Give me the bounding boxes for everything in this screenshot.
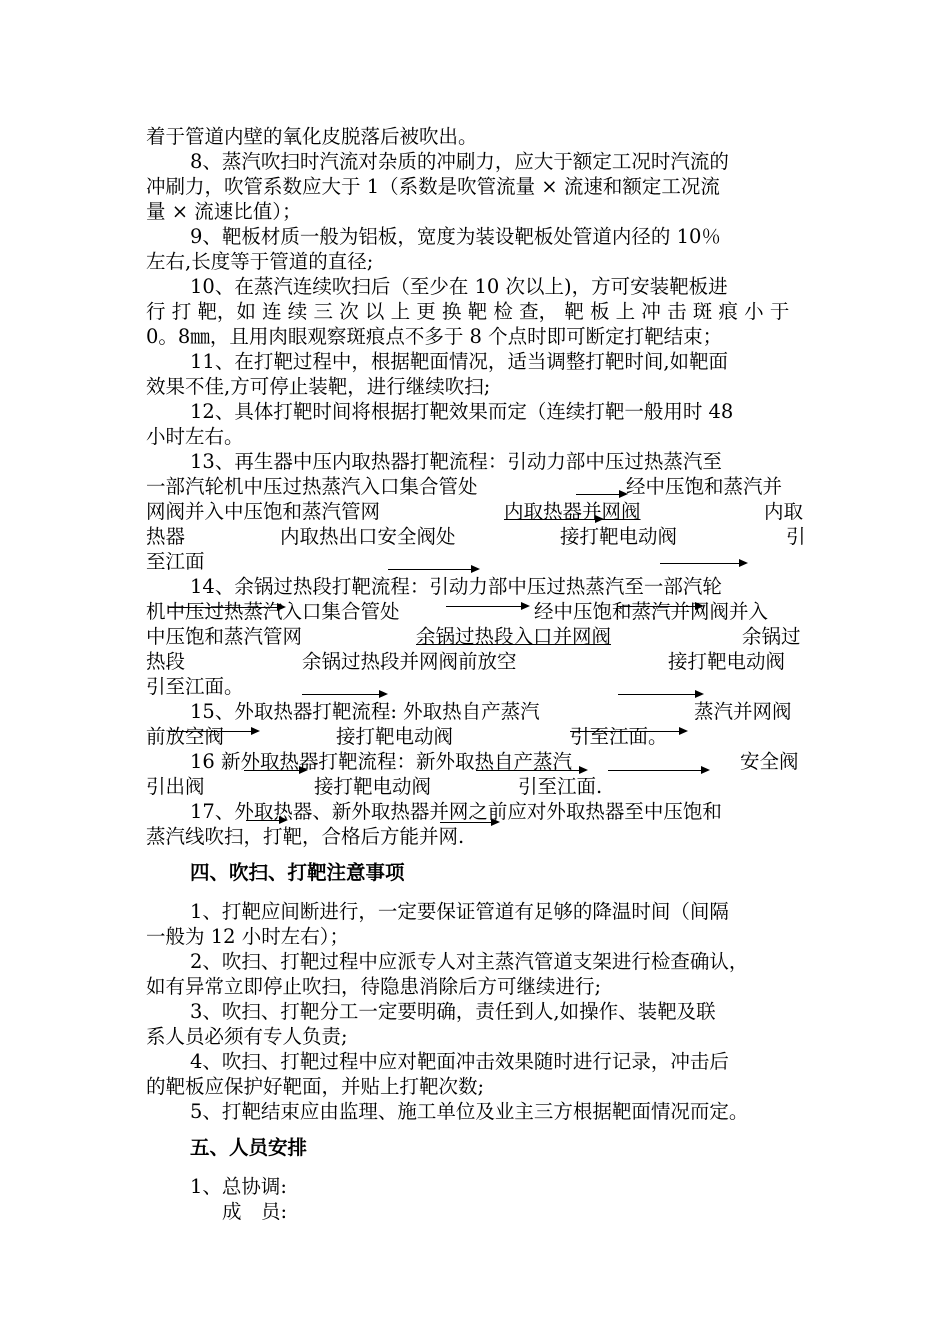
flow-step: 接打靶电动阀 [668,650,786,673]
flow-arrow-icon [302,694,386,695]
flow-step: 内取热出口安全阀处 [280,525,456,548]
flow-arrow-icon [168,607,284,608]
flow-arrow-icon [576,494,626,495]
flow-step: 机中压过热蒸汽入口集合管处 [146,600,400,623]
paragraph-line [190,699,806,724]
flow-step: 余锅过热段并网阀前放空 [302,650,517,673]
paragraph-line: 小时左右。 [146,425,244,448]
flow-step: 引至江面. [518,775,603,798]
paragraph-line: 蒸汽线吹扫，打靶，合格后方能并网. [146,825,465,848]
flow-step: 安全阀 [740,750,799,773]
paragraph-line: 成 员: [222,1200,288,1223]
paragraph-line: 14、余锅过热段打靶流程：引动力部中压过热蒸汽至一部汽轮 [190,575,722,598]
flow-arrow-icon [446,606,528,607]
flow-step: 经中压饱和蒸汽并网阀并入 [534,600,769,623]
paragraph-line [146,624,806,649]
flow-step: 余锅过热段入口并网阀 [416,625,612,648]
flow-step: 15、外取热器打靶流程: 外取热自产蒸汽 [190,700,540,723]
flow-arrow-icon [388,569,478,570]
flow-step: 热器 [146,525,186,548]
paragraph-line [146,524,806,549]
paragraph-line: 左右,长度等于管道的直径; [146,250,374,273]
paragraph-line [146,724,806,749]
paragraph-line [146,649,806,674]
paragraph-line: 着于管道内壁的氧化皮脱落后被吹出。 [146,125,478,148]
flow-step: 引至江面。 [570,725,668,748]
flow-arrow-icon [618,694,702,695]
flow-step: 一部汽轮机中压过热蒸汽入口集合管处 [146,475,478,498]
flow-arrow-icon [608,770,708,771]
flow-arrow-icon [244,770,306,771]
paragraph-line: 2、吹扫、打靶过程中应派专人对主蒸汽管道支架进行检查确认， [190,950,749,973]
paragraph-line: 0。8㎜，且用肉眼观察斑痕点不多于 8 个点时即可断定打靶结束； [146,325,723,348]
flow-step: 16 新外取热器打靶流程：新外取热自产蒸汽 [190,750,573,773]
paragraph-line: 行 打 靶，如 连 续 三 次 以 上 更 换 靶 检 查， 靶 板 上 冲 击 斑 痕 小 于 [146,300,790,323]
flow-step: 前放空阀 [146,725,225,748]
paragraph-line: 10、在蒸汽连续吹扫后（至少在 10 次以上)，方可安装靶板进 [190,275,728,298]
flow-arrow-icon [618,606,702,607]
paragraph-line [146,499,806,524]
flow-step: 经中压饱和蒸汽并 [626,475,783,498]
paragraph-line: 引至江面。 [146,675,244,698]
paragraph-line: 4、吹扫、打靶过程中应对靶面冲击效果随时进行记录，冲击后 [190,1050,729,1073]
flow-step: 接打靶电动阀 [314,775,432,798]
flow-arrow-icon [440,822,498,823]
paragraph-line: 13、再生器中压内取热器打靶流程：引动力部中压过热蒸汽至 [190,450,722,473]
paragraph-line: 12、具体打靶时间将根据打靶效果而定（连续打靶一般用时 48 [190,400,734,423]
section-heading: 四、吹扫、打靶注意事项 [190,861,405,884]
paragraph-line: 8、蒸汽吹扫时汽流对杂质的冲刷力，应大于额定工况时汽流的 [190,150,729,173]
paragraph-line: 至江面 [146,550,205,573]
paragraph-line: 11、在打靶过程中，根据靶面情况，适当调整打靶时间,如靶面 [190,350,729,373]
paragraph-line: 冲刷力，吹管系数应大于 1（系数是吹管流量 × 流速和额定工况流 [146,175,720,198]
section-heading: 五、人员安排 [190,1136,308,1159]
paragraph-line: 3、吹扫、打靶分工一定要明确，责任到人,如操作、装靶及联 [190,1000,716,1023]
paragraph-line: 1、总协调: [190,1175,287,1198]
flow-arrow-icon [570,731,686,732]
paragraph-line: 系人员必须有专人负责; [146,1025,348,1048]
paragraph-line: 效果不佳,方可停止装靶，进行继续吹扫; [146,375,491,398]
flow-step: 蒸汽并网阀 [694,700,792,723]
flow-arrow-icon [660,563,746,564]
paragraph-line: 量 × 流速比值）； [146,200,302,223]
flow-step: 内取热器并网阀 [504,500,641,523]
paragraph-line [146,774,806,799]
flow-step: 中压饱和蒸汽管网 [146,625,303,648]
flow-step: 内取 [764,500,804,523]
paragraph-line: 17、外取热器、新外取热器并网之前应对外取热器至中压饱和 [190,800,722,823]
paragraph-line [146,599,806,624]
flow-arrow-icon [510,519,602,520]
flow-step: 网阀并入中压饱和蒸汽管网 [146,500,381,523]
paragraph-line: 的靶板应保护好靶面，并贴上打靶次数; [146,1075,485,1098]
flow-arrow-icon [168,731,258,732]
paragraph-line [146,474,806,499]
flow-step: 引出阀 [146,775,205,798]
paragraph-line: 5、打靶结束应由监理、施工单位及业主三方根据靶面情况而定。 [190,1100,749,1123]
flow-arrow-icon [476,770,586,771]
flow-step: 接打靶电动阀 [336,725,454,748]
flow-step: 接打靶电动阀 [560,525,678,548]
flow-step: 余锅过 [742,625,801,648]
paragraph-line: 如有异常立即停止吹扫，待隐患消除后方可继续进行; [146,975,602,998]
paragraph-line: 一般为 12 小时左右）； [146,925,349,948]
flow-arrow-icon [246,820,286,821]
paragraph-line: 1、打靶应间断进行，一定要保证管道有足够的降温时间（间隔 [190,900,729,923]
flow-step: 热段 [146,650,186,673]
flow-step: 引 [786,525,806,548]
paragraph-line: 9、靶板材质一般为铝板，宽度为装设靶板处管道内径的 10％ [190,225,721,248]
